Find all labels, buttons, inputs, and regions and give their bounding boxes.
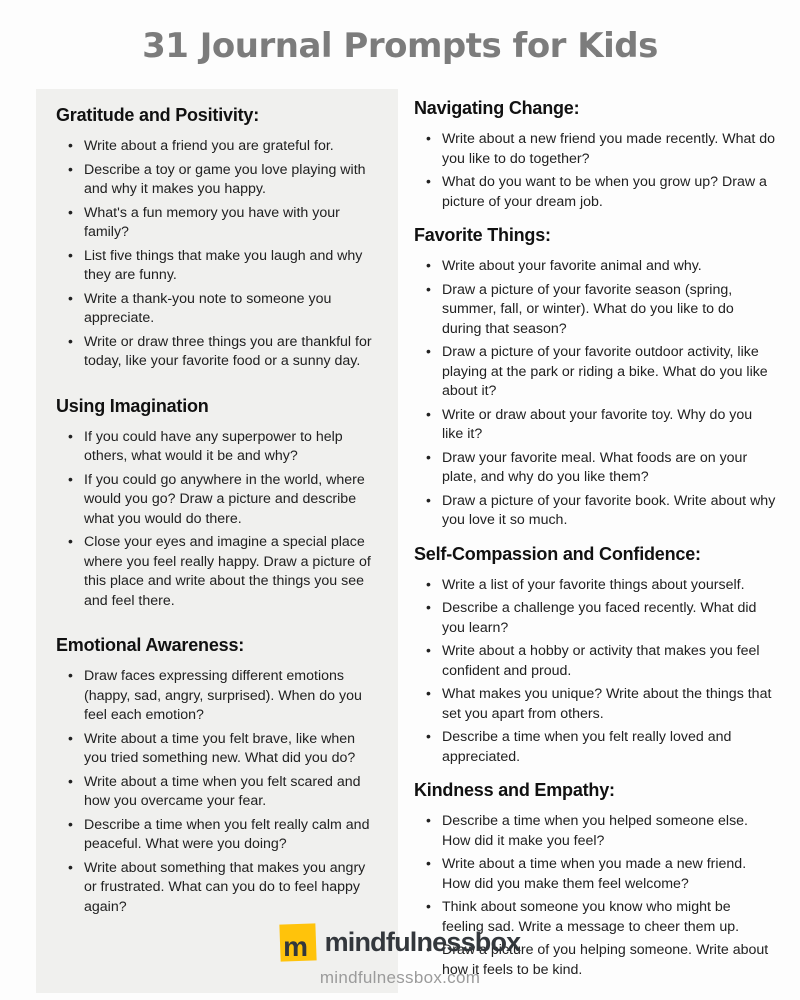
prompt-item: • Write about a hobby or activity that makes you feel confident and proud. xyxy=(425,642,776,681)
section-heading: Using Imagination xyxy=(56,395,209,416)
prompt-item: • List five things that make you laugh and why they are funny. xyxy=(67,247,380,286)
prompt-item: • Write about something that makes you angry or frustrated. What can you do to feel happy again? xyxy=(67,859,380,918)
brand-name: mindfulnessbox xyxy=(324,926,521,957)
prompt-item: • Write about your favorite animal and why. xyxy=(425,257,776,277)
prompt-item: • If you could go anywhere in the world, where would you go? Draw a picture and describe what you would do there. xyxy=(67,471,380,530)
prompt-item: • Close your eyes and imagine a special place where you feel really happy. Draw a picture of this place and write about the things you see and feel there. xyxy=(67,533,380,611)
mindfulnessbox-logo xyxy=(0,921,800,963)
website-url: mindfulnessbox.com xyxy=(319,968,481,987)
section-heading: Favorite Things: xyxy=(414,225,551,245)
prompt-item: • Describe a time when you helped someone else. How did it make you feel? xyxy=(425,812,776,851)
prompt-section-left-1 xyxy=(56,396,380,612)
section-heading: Emotional Awareness: xyxy=(56,635,245,655)
mindfulnessbox-logo-icon xyxy=(279,923,316,961)
prompt-item: • Write about a friend you are grateful for. xyxy=(67,137,380,157)
prompt-item: • Describe a toy or game you love playing with and why it makes you happy. xyxy=(67,161,380,200)
right-column xyxy=(398,89,776,993)
prompt-section-right-1 xyxy=(414,225,776,531)
prompt-item: • If you could have any superpower to help others, what would it be and why? xyxy=(67,428,380,467)
prompt-item: • What do you want to be when you grow up? Draw a picture of your dream job. xyxy=(425,173,776,212)
section-heading: Navigating Change: xyxy=(414,98,580,118)
prompt-item: • Draw a picture of your favorite book. Write about why you love it so much. xyxy=(425,492,776,531)
prompt-item: • Think about someone you know who might be feeling sad. Write a message to cheer them up. xyxy=(425,898,776,937)
prompt-item: • Write about a time you felt brave, like when you tried something new. What did you do? xyxy=(67,730,380,769)
prompt-list xyxy=(414,130,776,212)
prompt-section-left-0 xyxy=(56,105,380,372)
section-heading: Gratitude and Positivity: xyxy=(56,105,260,125)
prompt-list xyxy=(414,576,776,768)
prompt-item: • Draw a picture of you helping someone. Write about how it feels to be kind. xyxy=(425,941,776,980)
prompt-section-right-0 xyxy=(414,98,776,212)
prompt-item: • Write a list of your favorite things about yourself. xyxy=(425,576,776,596)
prompts-content xyxy=(36,89,776,993)
prompt-item: • Write or draw about your favorite toy. Why do you like it? xyxy=(425,406,776,445)
section-heading: Kindness and Empathy: xyxy=(414,780,615,800)
section-heading: Self-Compassion and Confidence: xyxy=(414,543,701,564)
prompt-section-right-2 xyxy=(414,544,776,768)
prompt-item: • Draw a picture of your favorite season (spring, summer, fall, or winter). What do you like to do during that season? xyxy=(425,281,776,340)
prompt-item: • Write about a new friend you made recently. What do you like to do together? xyxy=(425,130,776,169)
prompt-list xyxy=(56,137,380,372)
prompt-section-left-2 xyxy=(56,635,380,917)
prompt-item: • Write about a time when you made a new friend. How did you make them feel welcome? xyxy=(425,855,776,894)
prompt-item: • What makes you unique? Write about the things that set you apart from others. xyxy=(425,685,776,724)
prompt-list xyxy=(414,257,776,531)
prompt-item: • Write about a time when you felt scared and how you overcame your fear. xyxy=(67,773,380,812)
prompt-item: • Describe a challenge you faced recently. What did you learn? xyxy=(425,599,776,638)
prompt-item: • Describe a time when you felt really calm and peaceful. What were you doing? xyxy=(67,816,380,855)
prompt-item: • Write or draw three things you are thankful for today, like your favorite food or a sunny day. xyxy=(67,333,380,372)
prompt-item: • Draw a picture of your favorite outdoor activity, like playing at the park or riding a bike. What do you like about it? xyxy=(425,343,776,402)
prompt-item: • Write a thank-you note to someone you appreciate. xyxy=(67,290,380,329)
prompt-item: • Describe a time when you felt really loved and appreciated. xyxy=(425,728,776,767)
logo-letter: m xyxy=(282,930,308,962)
prompt-item: • Draw your favorite meal. What foods are on your plate, and why do you like them? xyxy=(425,449,776,488)
left-column-panel xyxy=(36,89,398,993)
prompt-list xyxy=(56,428,380,612)
prompt-item: • Draw faces expressing different emotions (happy, sad, angry, surprised). When do you feel each emotion? xyxy=(67,667,380,726)
page-title: 31 Journal Prompts for Kids xyxy=(142,26,658,66)
footer xyxy=(0,921,800,988)
prompt-item: • What's a fun memory you have with your family? xyxy=(67,204,380,243)
prompt-list xyxy=(56,667,380,917)
